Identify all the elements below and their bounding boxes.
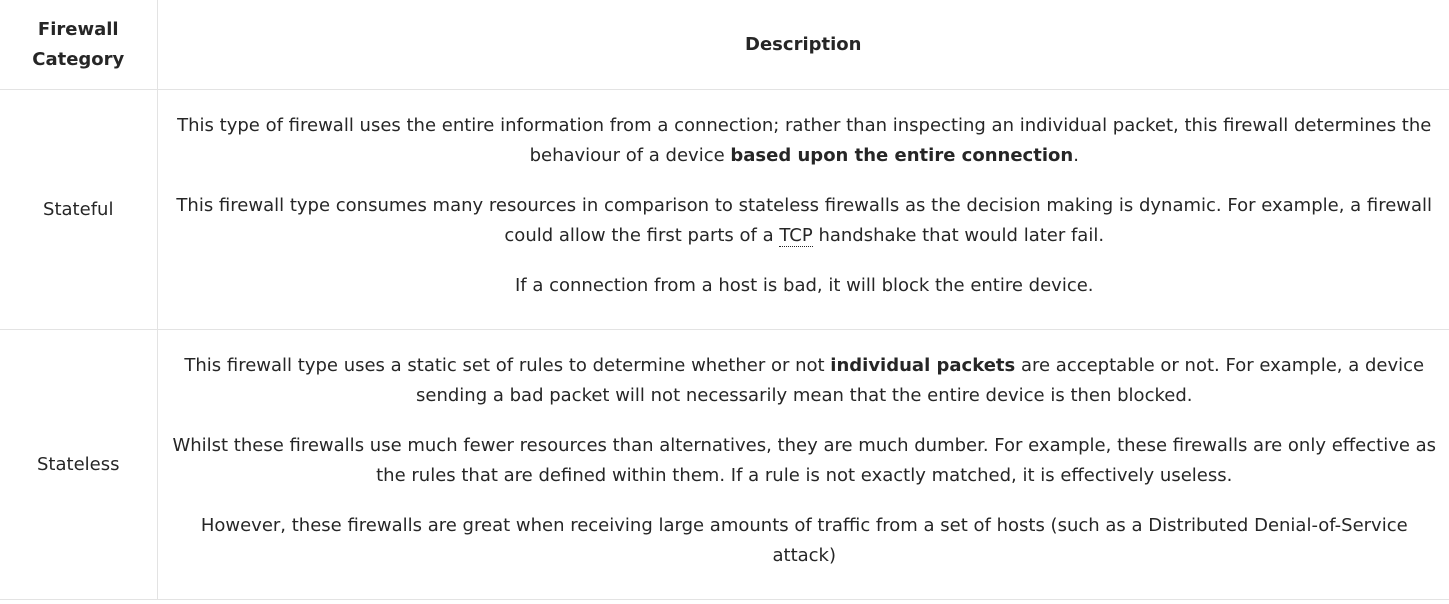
category-cell: Stateful	[0, 90, 157, 330]
column-header-category: Firewall Category	[0, 0, 157, 90]
abbreviation-tcp[interactable]: TCP	[779, 225, 813, 246]
column-header-description: Description	[157, 0, 1449, 90]
category-cell: Stateless	[0, 330, 157, 600]
description-paragraph: If a connection from a host is bad, it will block the entire device.	[514, 275, 1094, 296]
description-cell	[157, 330, 1449, 600]
table-row-stateless	[0, 330, 1449, 600]
description-paragraph: This type of firewall uses the entire information from a connection; rather than inspecting an individual packet, this firewall determines the behaviour of a device based upon the entire connection.	[177, 115, 1432, 166]
description-paragraph: This firewall type uses a static set of rules to determine whether or not individual packets are acceptable or not. For example, a device sending a bad packet will not necessarily mean that the entire device is then blocked.	[184, 355, 1425, 406]
description-paragraph: This firewall type consumes many resources in comparison to stateless firewalls as the decision making is dynamic. For example, a firewall could allow the first parts of a TCP handshake that would later fail.	[176, 195, 1433, 246]
description-cell	[157, 90, 1449, 330]
emphasis-text: individual packets	[830, 355, 1016, 376]
description-paragraph: However, these firewalls are great when receiving large amounts of traffic from a set of hosts (such as a Distributed Denial-of-Service attack)	[200, 515, 1408, 566]
table-row-stateful	[0, 90, 1449, 330]
description-paragraph: Whilst these firewalls use much fewer resources than alternatives, they are much dumber. For example, these firewalls are only effective as the rules that are defined within them. If a rule is not exactly matched, it is effectively useless.	[172, 435, 1437, 486]
table-header-row	[0, 0, 1449, 90]
emphasis-text: based upon the entire connection	[730, 145, 1074, 166]
